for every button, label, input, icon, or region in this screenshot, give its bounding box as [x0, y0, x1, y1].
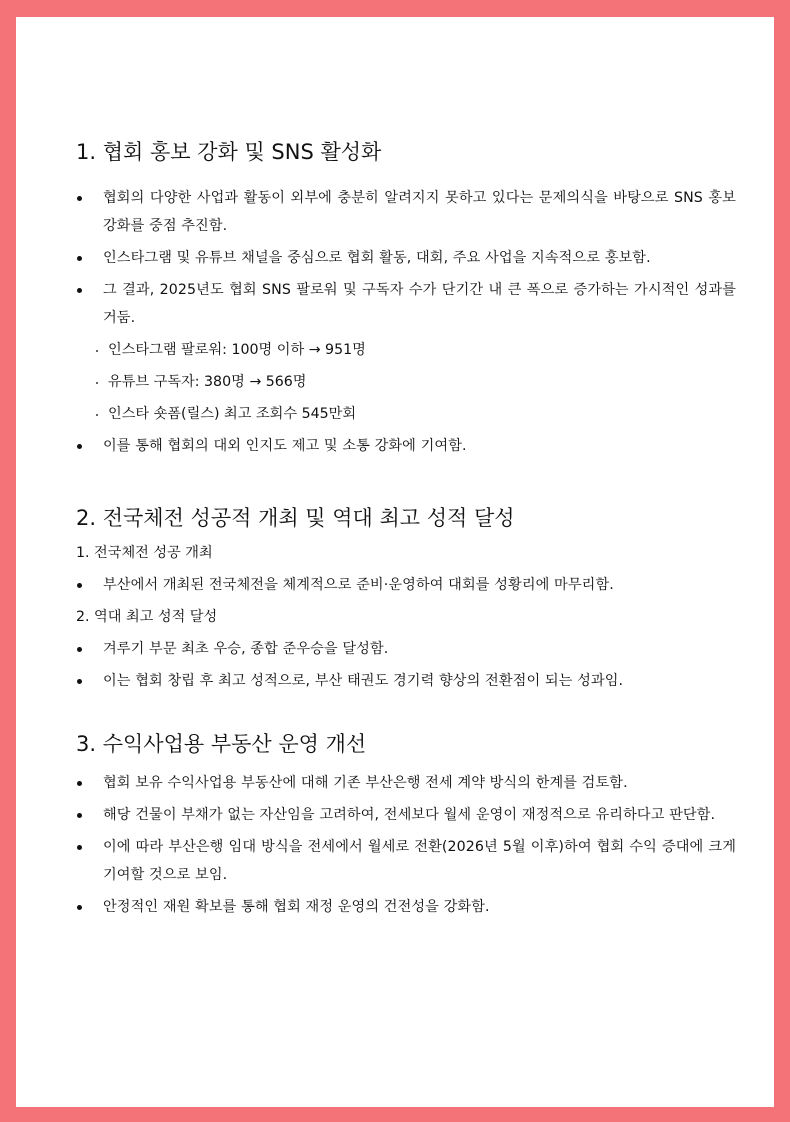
document-page [16, 17, 774, 1107]
sub-item: 인스타그램 팔로워: 100명 이하 → 951명 [76, 336, 736, 364]
bullet-item: 이에 따라 부산은행 임대 방식을 전세에서 월세로 전환(2026년 5월 이후)하여 협회 수익 증대에 크게 기여할 것으로 보임. [76, 833, 736, 889]
sub-item: 유튜브 구독자: 380명 → 566명 [76, 368, 736, 396]
section-real-estate [76, 727, 736, 921]
section-heading: 3. 수익사업용 부동산 운영 개선 [76, 732, 367, 756]
bullet-item: 이는 협회 창립 후 최고 성적으로, 부산 태권도 경기력 향상의 전환점이 되는 성과임. [76, 667, 736, 695]
bullet-item: 협회 보유 수익사업용 부동산에 대해 기존 부산은행 전세 계약 방식의 한계를 검토함. [76, 769, 736, 797]
bullet-item: 부산에서 개최된 전국체전을 체계적으로 준비·운영하여 대회를 성황리에 마무리함. [76, 571, 736, 599]
section-sns-promotion [76, 135, 736, 460]
bullet-item: 안정적인 재원 확보를 통해 협회 재정 운영의 건전성을 강화함. [76, 893, 736, 921]
bullet-item: 해당 건물이 부채가 없는 자산임을 고려하여, 전세보다 월세 운영이 재정적으로 유리하다고 판단함. [76, 801, 736, 829]
bullet-item: 이를 통해 협회의 대외 인지도 제고 및 소통 강화에 기여함. [76, 432, 736, 460]
bullet-item: 겨루기 부문 최초 우승, 종합 준우승을 달성함. [76, 635, 736, 663]
numbered-item: 1. 전국체전 성공 개최 [76, 545, 213, 561]
section-heading: 2. 전국체전 성공적 개최 및 역대 최고 성적 달성 [76, 506, 515, 530]
bullet-item: 협회의 다양한 사업과 활동이 외부에 충분히 알려지지 못하고 있다는 문제의식을 바탕으로 SNS 홍보 강화를 중점 추진함. [76, 184, 736, 240]
section-heading: 1. 협회 홍보 강화 및 SNS 활성화 [76, 140, 382, 164]
section-national-games [76, 501, 736, 695]
numbered-item: 2. 역대 최고 성적 달성 [76, 609, 218, 625]
sub-item: 인스타 숏폼(릴스) 최고 조회수 545만회 [76, 400, 736, 428]
bullet-item: 그 결과, 2025년도 협회 SNS 팔로워 및 구독자 수가 단기간 내 큰 폭으로 증가하는 가시적인 성과를 거둠. [76, 276, 736, 332]
bullet-item: 인스타그램 및 유튜브 채널을 중심으로 협회 활동, 대회, 주요 사업을 지속적으로 홍보함. [76, 244, 736, 272]
